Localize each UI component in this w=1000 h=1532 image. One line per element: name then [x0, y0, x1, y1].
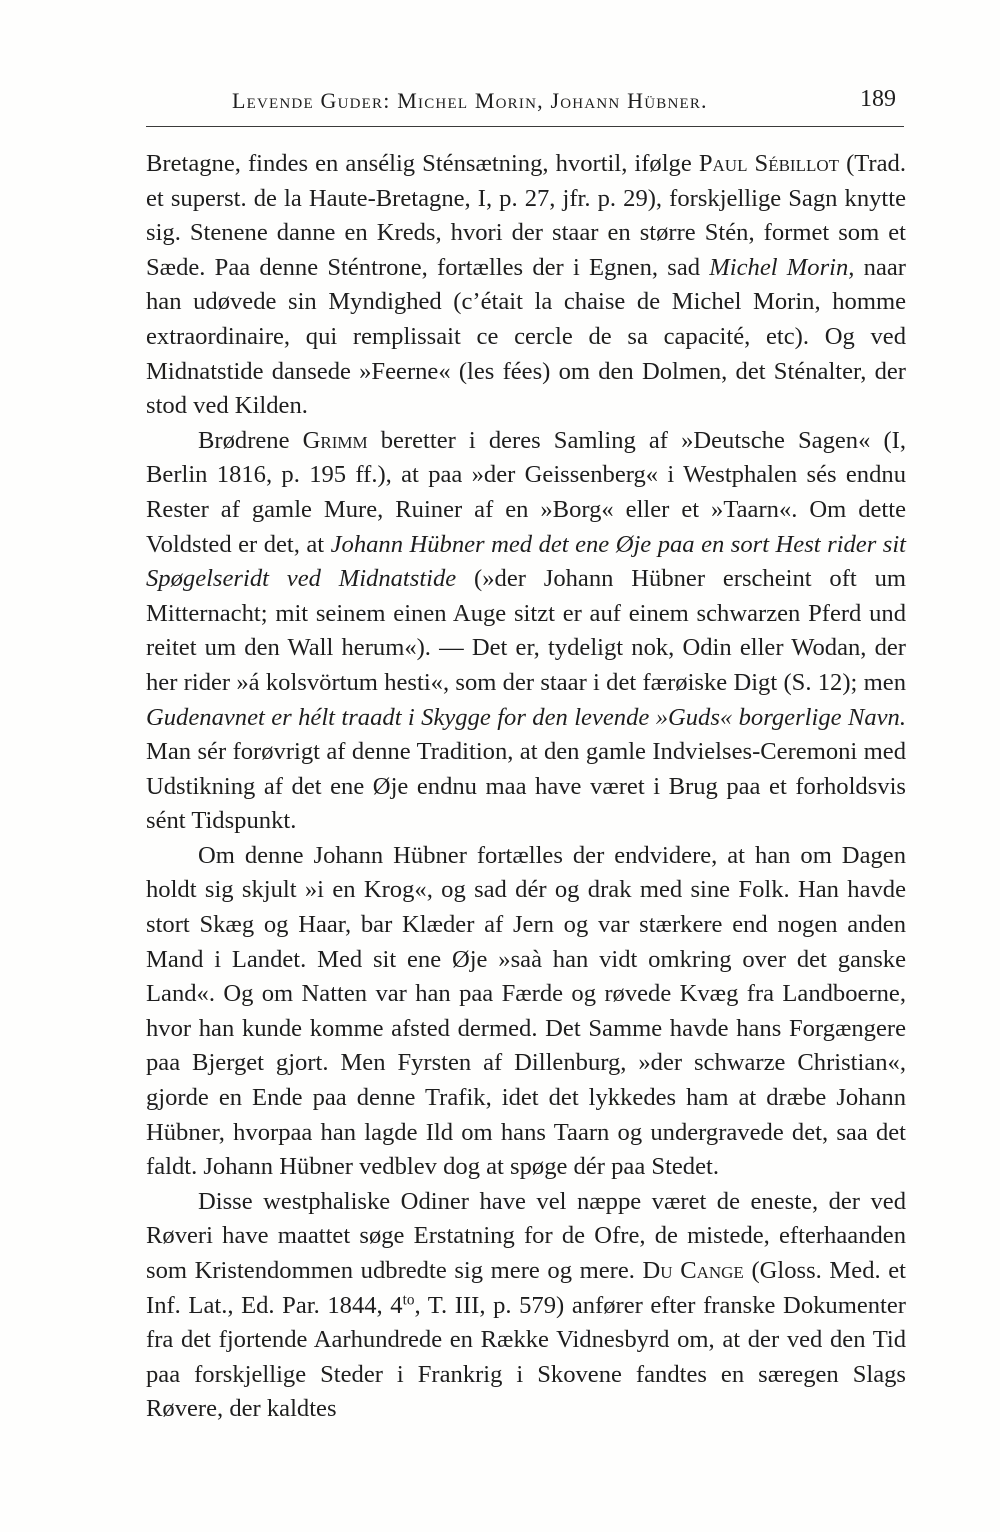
- text-run: Disse westphaliske Odiner have vel næppe været de eneste, der ved Røveri have maattet søge Erstatning for de Ofre, de mistede, efterhaanden som Kristendommen udbredte sig mere og mere.: [146, 1187, 906, 1284]
- text-run: (Trad. et superst. de la Haute-Bretagne, I, p. 27, jfr. p. 29), forskjellige Sagn knytte sig. Stenene danne en Kreds, hvori der staar en større Stén, formet som et Sæde. Paa denne Sténtrone, fortælles der i Egnen, sad: [146, 150, 906, 281]
- paragraph: [146, 1185, 906, 1427]
- paragraph: [146, 839, 906, 1185]
- text-run: Om denne Johann Hübner fortælles der endvidere, at han om Dagen holdt sig skjult »i en Krog«, og sad dér og drak med sine Folk. Han havde stort Skæg og Haar, bar Klæder af Jern og var stærkere end nogen anden Mand i Landet. Med sit ene Øje »saà han vidt omkring over det ganske Land«. Og om Natten var han paa Færde og røvede Kvæg fra Landboerne, hvor han kunde komme afsted dermed. Det Samme havde hans Forgængere paa Bjerget gjort. Men Fyrsten af Dillenburg, »der schwarze Christian«, gjorde en Ende paa denne Trafik, idet det lykkedes ham at dræbe Johann Hübner, hvorpaa han lagde Ild om hans Taarn og undergravede det, saa det faldt. Johann Hübner vedblev dog at spøge dér paa Stedet.: [146, 841, 906, 1181]
- text-run: Brødrene: [198, 426, 303, 454]
- text-run: (»der Johann Hübner erscheint oft um Mitternacht; mit seinem einen Auge sitzt er auf einem schwarzen Pferd und reitet um den Wall herum«). — Det er, tydeligt nok, Odin eller Wodan, der her rider »á kolsvörtum hesti«, som der staar i det færøiske Digt (S. 12); men: [146, 565, 906, 696]
- paragraph: [146, 147, 906, 424]
- smallcaps-text: Grimm: [302, 426, 368, 454]
- smallcaps-text: Du Cange: [642, 1257, 744, 1284]
- paragraph: [146, 424, 906, 839]
- body-text: [146, 147, 906, 1427]
- italic-text: Michel Morin,: [709, 253, 855, 281]
- running-head: Levende Guder: Michel Morin, Johann Hübner.: [232, 88, 708, 113]
- text-run: beretter i deres Samling af »Deutsche Sagen« (I, Berlin 1816, p. 195 ff.), at paa »der Geissenberg« i Westphalen sés endnu Rester af gamle Mure, Ruiner af en »Borg« eller et »Taarn«. Om dette Voldsted er det, at: [146, 426, 906, 558]
- text-run: , T. III, p. 579) anfører efter franske Dokumenter fra det fjortende Aarhundrede en Række Vidnesbyrd om, at der ved den Tid paa forskjellige Steder i Frankrig i Skovene fandtes en særegen Slags Røvere, der kaldtes: [146, 1291, 906, 1423]
- italic-text: Gudenavnet er hélt traadt i Skygge for den levende »Guds« borgerlige Navn.: [146, 703, 906, 731]
- text-run: Bretagne, findes en ansélig Sténsætning, hvortil, ifølge: [146, 150, 699, 177]
- smallcaps-text: Paul Sébillot: [698, 150, 840, 177]
- header-rule: [146, 126, 904, 127]
- text-run: naar han udøvede sin Myndighed (c’était la chaise de Michel Morin, homme extraordinaire, qui remplissait ce cercle de sa capacité, etc). Og ved Midnatstide dansede »Feerne« (les fées) om den Dolmen, det Sténalter, der stod ved Kilden.: [146, 253, 906, 420]
- page-header: [146, 84, 904, 124]
- superscript-text: to: [402, 1291, 415, 1309]
- italic-text: Johann Hübner med det ene Øje paa en sort Hest rider sit Spøgelseridt ved Midnatstide: [146, 530, 906, 593]
- text-run: (Gloss. Med. et Inf. Lat., Ed. Par. 1844, 4: [146, 1257, 907, 1319]
- text-run: Man sér forøvrigt af denne Tradition, at den gamle Indvielses-Ceremoni med Udstikning af det ene Øje endnu maa have været i Brug paa et forholdsvis sént Tidspunkt.: [146, 738, 906, 835]
- page-number: 189: [860, 86, 896, 112]
